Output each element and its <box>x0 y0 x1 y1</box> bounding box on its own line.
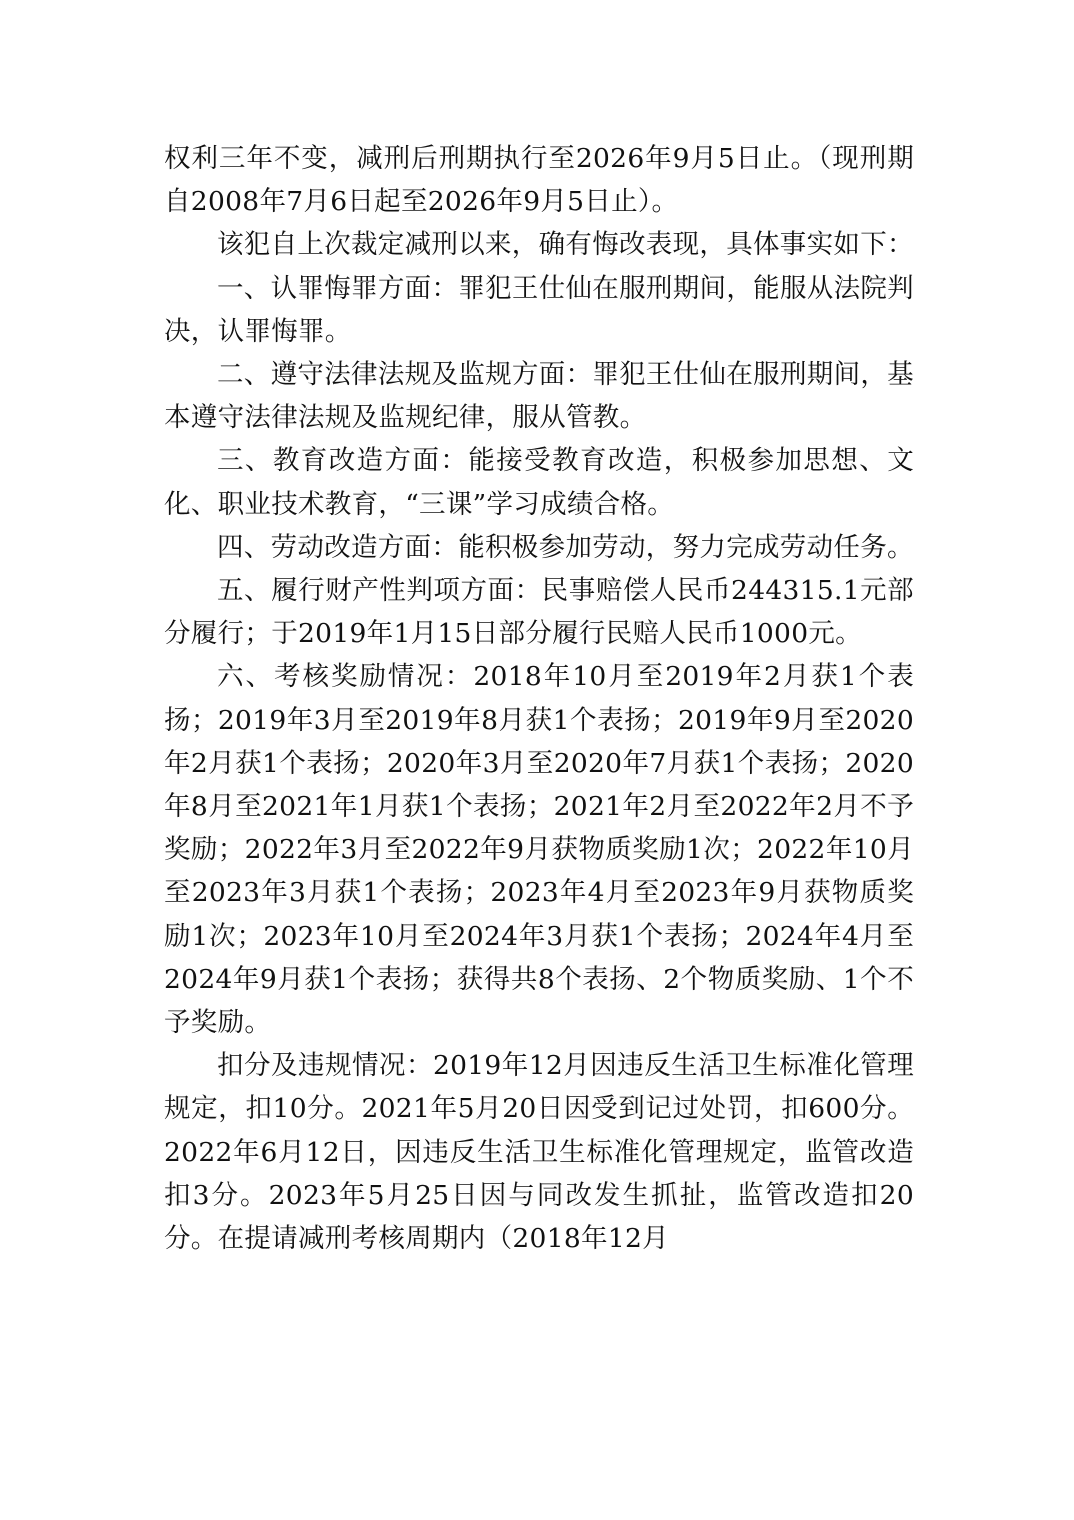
paragraph-repentance-intro: 该犯自上次裁定减刑以来，确有悔改表现，具体事实如下： <box>217 229 914 261</box>
paragraph-awards: 六、考核奖励情况：2018年10月至2019年2月获1个表扬；2019年3月至2019年8月获1个表扬；2019年9月至2020年2月获1个表扬；2020年3月至2020年7月获1个表扬；2020年8月至2021年1月获1个表扬；2021年2月至2022年2月不予奖励；2022年3月至2022年9月获物质奖励1次；2022年10月至2023年3月获1个表扬；2023年4月至2023年9月获物质奖励1次；2023年10月至2024年3月获1个表扬；2024年4月至2024年9月获1个表扬；获得共8个表扬、2个物质奖励、1个不予奖励。 <box>164 661 914 1039</box>
document-body <box>164 137 914 1260</box>
paragraph-property-judgment: 五、履行财产性判项方面：民事赔偿人民币244315.1元部分履行；于2019年1月15日部分履行民赔人民币1000元。 <box>164 575 914 650</box>
paragraph-law-compliance: 二、遵守法律法规及监规方面：罪犯王仕仙在服刑期间，基本遵守法律法规及监规纪律，服从管教。 <box>164 359 914 434</box>
paragraph-sentence-continuation: 权利三年不变，减刑后刑期执行至2026年9月5日止。（现刑期自2008年7月6日起至2026年9月5日止）。 <box>164 143 914 218</box>
paragraph-guilt-admission: 一、认罪悔罪方面：罪犯王仕仙在服刑期间，能服从法院判决，认罪悔罪。 <box>164 272 914 347</box>
paragraph-education-reform: 三、教育改造方面：能接受教育改造，积极参加思想、文化、职业技术教育，“三课”学习成绩合格。 <box>164 445 914 520</box>
paragraph-deductions: 扣分及违规情况：2019年12月因违反生活卫生标准化管理规定，扣10分。2021年5月20日因受到记过处罚，扣600分。2022年6月12日，因违反生活卫生标准化管理规定，监管改造扣3分。2023年5月25日因与同改发生抓扯，监管改造扣20分。在提请减刑考核周期内（2018年12月 <box>164 1050 914 1255</box>
paragraph-labor-reform: 四、劳动改造方面：能积极参加劳动，努力完成劳动任务。 <box>217 531 914 563</box>
